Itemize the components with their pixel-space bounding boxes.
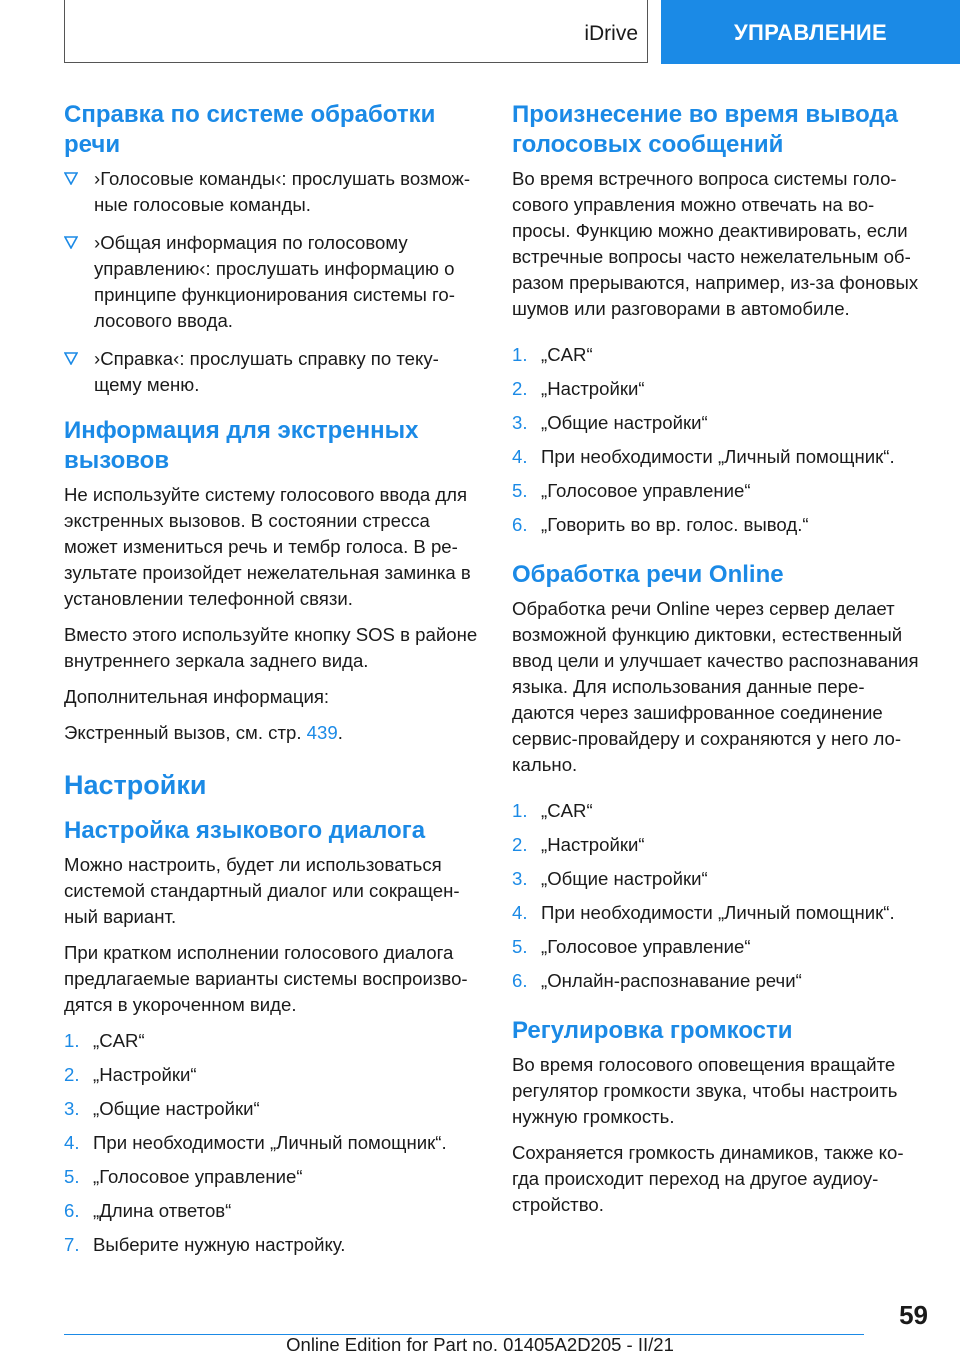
list-item xyxy=(512,512,926,538)
volume-save-paragraph: Сохраняется громкость динамиков, также ко-гда происходит переход на другое аудиоу-стройство. xyxy=(512,1142,904,1215)
list-item xyxy=(64,1130,478,1156)
dialog-heading: Настройка языкового диалога xyxy=(64,817,426,844)
step-text: „Общие настройки“ xyxy=(93,1098,260,1119)
step-text: „Онлайн-распознавание речи“ xyxy=(541,970,802,991)
step-number: 6. xyxy=(64,1200,80,1221)
list-item xyxy=(512,832,926,858)
step-text: „Голосовое управление“ xyxy=(541,480,751,501)
step-text: „Общие настройки“ xyxy=(541,412,708,433)
step-text: Выберите нужную настройку. xyxy=(93,1234,346,1255)
list-item xyxy=(64,1198,478,1224)
header-chapter-label: УПРАВЛЕНИЕ xyxy=(734,20,887,46)
list-item xyxy=(64,1096,478,1122)
online-heading: Обработка речи Online xyxy=(512,561,784,588)
list-item xyxy=(512,444,926,470)
online-steps-list xyxy=(512,798,926,994)
dialog-paragraph: Можно настроить, будет ли использоваться системой стандартный диалог или сокращен-ный вариант. xyxy=(64,854,460,927)
step-number: 6. xyxy=(512,970,528,991)
left-column xyxy=(64,100,478,1280)
speak-steps-list xyxy=(512,342,926,538)
step-number: 4. xyxy=(64,1132,80,1153)
list-item xyxy=(512,376,926,402)
triangle-bullet-icon xyxy=(64,235,78,249)
footer-edition: Online Edition for Part no. 01405A2D205 - II/21 xyxy=(286,1334,674,1355)
reference-end: . xyxy=(337,722,343,743)
list-item xyxy=(512,934,926,960)
list-item xyxy=(64,346,478,398)
emergency-heading: Информация для экстренных вызовов xyxy=(64,417,419,474)
settings-heading: Настройки xyxy=(64,770,207,800)
list-item xyxy=(64,230,478,334)
step-number: 2. xyxy=(512,378,528,399)
dialog-steps-list xyxy=(64,1028,478,1258)
step-number: 3. xyxy=(64,1098,80,1119)
step-text: При необходимости „Личный помощник“. xyxy=(93,1132,447,1153)
step-text: „Голосовое управление“ xyxy=(541,936,751,957)
step-number: 2. xyxy=(64,1064,80,1085)
list-item xyxy=(512,968,926,994)
triangle-bullet-icon xyxy=(64,171,78,185)
help-heading: Справка по системе обработки речи xyxy=(64,101,436,158)
list-item xyxy=(512,900,926,926)
step-number: 1. xyxy=(512,800,528,821)
step-number: 4. xyxy=(512,446,528,467)
online-paragraph: Обработка речи Online через сервер делает возможной функцию диктовки, естественный ввод цели и улучшает качество распознавания языка. Для использования данные пере-даются через зашифрованное соединение сервис-провайдеру и сохраняются у него ло-кально. xyxy=(512,598,919,775)
step-text: „CAR“ xyxy=(541,344,593,365)
volume-paragraph: Во время голосового оповещения вращайте регулятор громкости звука, чтобы настроить нужную громкость. xyxy=(512,1054,898,1127)
speak-paragraph: Во время встречного вопроса системы голо-сового управления можно отвечать на во-просы. Функцию можно деактивировать, если встречные вопросы часто нежелательным об-разом прерываются, например, из-за фоновых шумов или разговорами в автомобиле. xyxy=(512,168,919,319)
step-number: 4. xyxy=(512,902,528,923)
step-number: 3. xyxy=(512,868,528,889)
right-column xyxy=(512,100,926,1228)
step-text: При необходимости „Личный помощник“. xyxy=(541,446,895,467)
emergency-paragraph: Не используйте систему голосового ввода для экстренных вызовов. В состоянии стресса может измениться речь и тембр голоса. В ре-зультате произойдет нежелательная заминка в установлении телефонной связи. xyxy=(64,484,471,609)
list-item xyxy=(64,166,478,218)
step-text: „Говорить во вр. голос. вывод.“ xyxy=(541,514,809,535)
list-item xyxy=(64,1164,478,1190)
step-number: 2. xyxy=(512,834,528,855)
list-item xyxy=(64,1028,478,1054)
step-text: „CAR“ xyxy=(541,800,593,821)
step-number: 7. xyxy=(64,1234,80,1255)
volume-heading: Регулировка громкости xyxy=(512,1017,793,1044)
reference-text: Экстренный вызов, см. стр. xyxy=(64,722,307,743)
step-text: „Настройки“ xyxy=(93,1064,197,1085)
header-section-title: iDrive xyxy=(584,22,638,45)
step-text: „Длина ответов“ xyxy=(93,1200,232,1221)
list-item xyxy=(512,410,926,436)
header-frame xyxy=(64,0,648,63)
page-reference-link[interactable]: 439 xyxy=(306,722,338,743)
emergency-reference xyxy=(64,720,478,746)
emergency-sos-paragraph: Вместо этого используйте кнопку SOS в районе внутреннего зеркала заднего вида. xyxy=(64,624,478,671)
list-item xyxy=(512,342,926,368)
step-number: 3. xyxy=(512,412,528,433)
list-item xyxy=(512,798,926,824)
emergency-more-info: Дополнительная информация: xyxy=(64,686,330,707)
list-item xyxy=(64,1062,478,1088)
step-number: 6. xyxy=(512,514,528,535)
step-number: 5. xyxy=(64,1166,80,1187)
step-number: 5. xyxy=(512,480,528,501)
triangle-bullet-icon xyxy=(64,351,78,365)
step-number: 1. xyxy=(64,1030,80,1051)
step-number: 5. xyxy=(512,936,528,957)
bullet-text: ›Голосовые команды‹: прослушать возмож-ные голосовые команды. xyxy=(94,168,471,215)
step-text: „CAR“ xyxy=(93,1030,145,1051)
step-text: „Голосовое управление“ xyxy=(93,1166,303,1187)
help-bullet-list xyxy=(64,166,478,398)
speak-heading: Произнесение во время вывода голосовых сообщений xyxy=(512,101,898,158)
step-text: „Настройки“ xyxy=(541,378,645,399)
list-item xyxy=(64,1232,478,1258)
dialog-short-paragraph: При кратком исполнении голосового диалога предлагаемые варианты системы воспроизво-дятся в укороченном виде. xyxy=(64,942,468,1015)
step-text: При необходимости „Личный помощник“. xyxy=(541,902,895,923)
step-number: 1. xyxy=(512,344,528,365)
step-text: „Настройки“ xyxy=(541,834,645,855)
header-chapter-tab xyxy=(661,0,960,64)
bullet-text: ›Общая информация по голосовому управлению‹: прослушать информацию о принципе функционирования системы го-лосового ввода. xyxy=(94,232,455,331)
step-text: „Общие настройки“ xyxy=(541,868,708,889)
list-item xyxy=(512,866,926,892)
bullet-text: ›Справка‹: прослушать справку по теку-щему меню. xyxy=(94,348,439,395)
page-number: 59 xyxy=(899,1300,928,1330)
list-item xyxy=(512,478,926,504)
